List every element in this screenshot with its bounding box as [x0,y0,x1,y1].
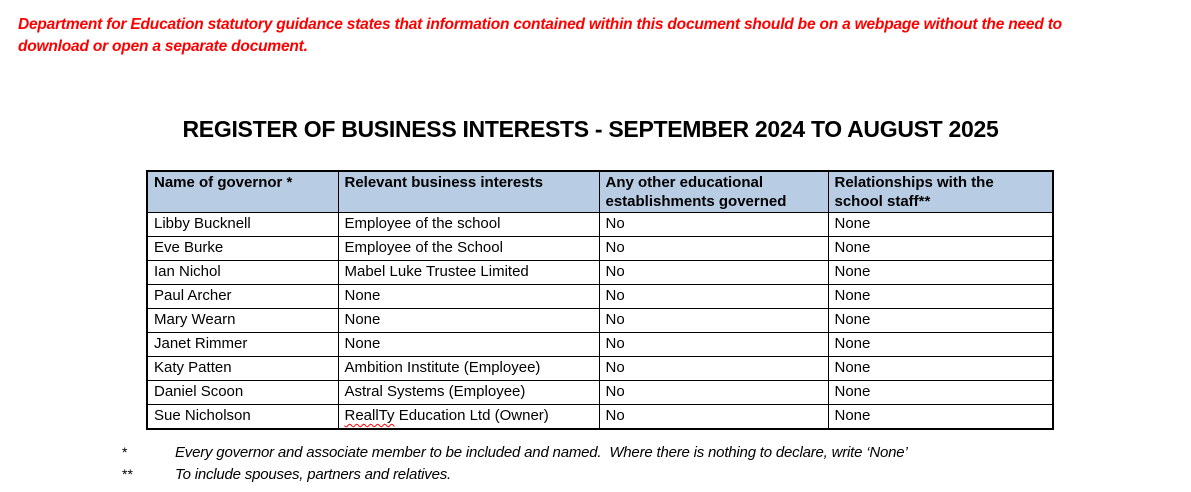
table-cell: Mabel Luke Trustee Limited [338,261,599,285]
table-row [147,237,1053,261]
table-cell: None [828,309,1053,333]
table-row [147,213,1053,237]
table-cell: Ian Nichol [147,261,338,285]
notice-line: download or open a separate document. [18,38,308,55]
table-cell: Libby Bucknell [147,213,338,237]
column-header: Relationships with the school staff** [828,171,1053,213]
footnote-marker: * [122,444,128,460]
table-cell: No [599,381,828,405]
table-cell: None [338,285,599,309]
table-cell: None [828,405,1053,430]
table-cell: No [599,405,828,430]
table-cell: None [828,285,1053,309]
table-cell: No [599,285,828,309]
table-header [147,171,1053,213]
table-cell: Ambition Institute (Employee) [338,357,599,381]
table-cell: None [828,333,1053,357]
table-cell: Sue Nicholson [147,405,338,430]
table-row [147,261,1053,285]
table-row [147,285,1053,309]
column-header: Name of governor * [147,171,338,213]
table-cell: None [338,309,599,333]
table-header-row [147,171,1053,213]
column-header: Relevant business interests [338,171,599,213]
page-title: REGISTER OF BUSINESS INTERESTS - SEPTEMBER 2024 TO AUGUST 2025 [182,116,999,142]
table-cell: No [599,357,828,381]
statutory-guidance-notice [18,14,1168,58]
table-cell: None [828,381,1053,405]
footnote-text: Every governor and associate member to be included and named. Where there is nothing to declare, write ‘None’ [175,444,908,461]
notice-line: Department for Education statutory guidance states that information contained within this document should be on a webpage without the need to [18,16,1062,33]
table-cell: None [338,333,599,357]
table-cell: Paul Archer [147,285,338,309]
table-cell: None [828,213,1053,237]
column-header: Any other educational establishments governed [599,171,828,213]
table-row [147,309,1053,333]
table-cell: Employee of the school [338,213,599,237]
table-cell: Astral Systems (Employee) [338,381,599,405]
table-row [147,333,1053,357]
table-cell: Katy Patten [147,357,338,381]
table-body [147,213,1053,430]
table-cell: No [599,213,828,237]
table-cell: None [828,261,1053,285]
table-cell: Daniel Scoon [147,381,338,405]
table-cell: ReallTy Education Ltd (Owner) [338,405,599,430]
footnote-marker: ** [122,466,133,482]
table-cell: No [599,261,828,285]
footnote-text: To include spouses, partners and relatives. [175,466,452,483]
table-cell: None [828,237,1053,261]
table-cell: None [828,357,1053,381]
table-cell: No [599,237,828,261]
table-cell: Janet Rimmer [147,333,338,357]
table-row [147,405,1053,430]
table-cell: Employee of the School [338,237,599,261]
table-cell: Eve Burke [147,237,338,261]
table-row [147,357,1053,381]
table-cell: No [599,309,828,333]
table-cell: No [599,333,828,357]
table-row [147,381,1053,405]
register-of-business-interests-table [146,170,1054,430]
table-cell: Mary Wearn [147,309,338,333]
misspelled-word: ReallTy [344,407,395,424]
